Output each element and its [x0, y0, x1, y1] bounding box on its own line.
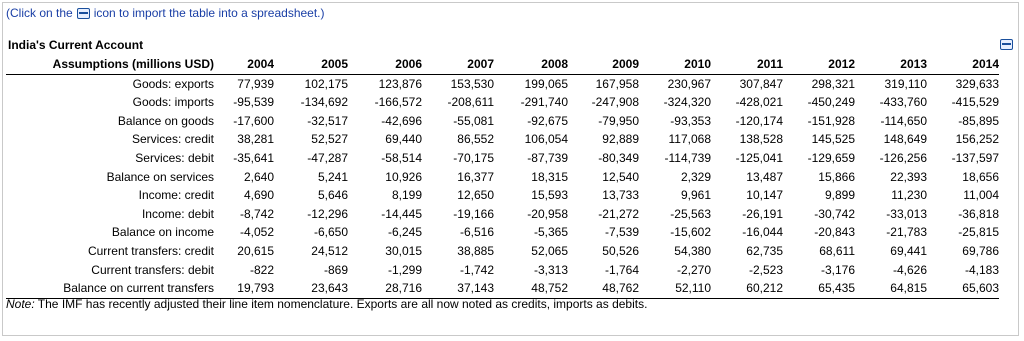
table-cell: 230,967 — [667, 76, 711, 91]
table-cell: -208,611 — [447, 95, 494, 110]
table-cell: -869 — [323, 262, 348, 277]
row-label: Income: credit — [138, 188, 214, 203]
table-cell: -7,539 — [604, 225, 639, 240]
table-cell: -6,516 — [459, 225, 494, 240]
table-cell: -16,044 — [742, 225, 783, 240]
table-cell: -25,563 — [670, 206, 711, 221]
table-cell: 298,321 — [811, 76, 855, 91]
table-cell: 5,646 — [317, 188, 348, 203]
table-cell: -19,166 — [453, 206, 494, 221]
row-label: Balance on goods — [117, 113, 214, 128]
table-cell: 48,762 — [568, 279, 639, 298]
table-row — [6, 242, 999, 261]
table-row — [6, 168, 999, 187]
instruction-prefix: (Click on the — [6, 6, 73, 20]
table-cell: -291,740 — [520, 95, 568, 110]
table-cell: 11,230 — [891, 188, 927, 203]
table-cell: -120,174 — [735, 113, 783, 128]
table-cell: 10,926 — [385, 169, 422, 184]
table-row — [6, 112, 999, 131]
table-cell: 156,252 — [955, 132, 999, 147]
import-instruction — [6, 6, 325, 20]
table-cell: 10,147 — [746, 188, 783, 203]
table-cell: -33,013 — [886, 206, 927, 221]
table-header-row — [6, 55, 999, 74]
table-cell: -15,602 — [670, 225, 711, 240]
row-label: Balance on income — [111, 225, 214, 240]
table-cell: -6,245 — [387, 225, 422, 240]
table-cell: -26,191 — [742, 206, 783, 221]
table-cell: 37,143 — [422, 279, 494, 298]
row-label: Services: debit — [135, 150, 214, 165]
table-cell: -415,529 — [951, 95, 999, 110]
table-cell: 69,786 — [962, 243, 999, 258]
table-cell: -21,272 — [598, 206, 639, 221]
table-cell: -95,539 — [233, 95, 274, 110]
table-cell: -55,081 — [453, 113, 494, 128]
table-cell: -129,659 — [807, 150, 855, 165]
table-cell: 92,889 — [602, 132, 639, 147]
row-label: Balance on services — [106, 169, 214, 184]
table-cell: 69,441 — [890, 243, 927, 258]
table-cell: -70,175 — [453, 150, 494, 165]
table-note — [6, 297, 647, 311]
year-header: 2006 — [348, 55, 422, 74]
table-cell: 11,004 — [963, 188, 999, 203]
table-cell: 52,110 — [639, 279, 711, 298]
table-row — [6, 205, 999, 224]
table-cell: -47,287 — [307, 150, 348, 165]
table-cell: -8,742 — [239, 206, 274, 221]
table-cell: 148,649 — [883, 132, 927, 147]
table-cell: 62,735 — [746, 243, 783, 258]
table-cell: -428,021 — [735, 95, 783, 110]
table-cell: 23,643 — [274, 279, 348, 298]
row-label: Income: debit — [141, 206, 214, 221]
table-cell: 54,380 — [674, 243, 711, 258]
table-cell: -87,739 — [527, 150, 568, 165]
table-cell: 307,847 — [739, 76, 783, 91]
table-cell: 319,110 — [884, 76, 927, 91]
table-cell: 64,815 — [855, 279, 927, 298]
table-row — [6, 130, 999, 149]
table-cell: 15,866 — [818, 169, 855, 184]
table-cell: -21,783 — [886, 225, 927, 240]
table-cell: -2,270 — [676, 262, 711, 277]
table-cell: -79,950 — [598, 113, 639, 128]
year-header: 2008 — [494, 55, 568, 74]
table-cell: 19,793 — [214, 279, 274, 298]
table-cell: 145,525 — [811, 132, 855, 147]
table-cell: 167,958 — [595, 76, 639, 91]
spreadsheet-icon[interactable] — [77, 8, 90, 19]
table-row — [6, 186, 999, 205]
table-cell: 9,899 — [824, 188, 855, 203]
table-cell: -1,764 — [604, 262, 639, 277]
table-cell: -36,818 — [958, 206, 999, 221]
table-cell: 18,656 — [962, 169, 999, 184]
table-cell: 68,611 — [819, 243, 855, 258]
year-header: 2013 — [855, 55, 927, 74]
table-cell: -4,183 — [964, 262, 999, 277]
table-row — [6, 279, 999, 298]
table-cell: -32,517 — [307, 113, 348, 128]
table-cell: 52,065 — [531, 243, 568, 258]
table-cell: 2,329 — [680, 169, 711, 184]
table-cell: 60,212 — [711, 279, 783, 298]
year-header: 2004 — [214, 55, 274, 74]
row-label: Goods: imports — [132, 95, 214, 110]
note-text: The IMF has recently adjusted their line item nomenclature. Exports are all now noted as credits, imports as debits. — [34, 297, 648, 311]
table-cell: -42,696 — [381, 113, 422, 128]
table-cell: 199,065 — [524, 76, 568, 91]
table-cell: 16,377 — [457, 169, 494, 184]
table-cell: 15,593 — [531, 188, 568, 203]
table-cell: -4,626 — [892, 262, 927, 277]
table-cell: -85,895 — [958, 113, 999, 128]
table-cell: -1,299 — [387, 262, 422, 277]
table-cell: -114,650 — [880, 113, 927, 128]
note-prefix: Note: — [6, 297, 35, 311]
year-header: 2010 — [639, 55, 711, 74]
table-cell: 5,241 — [317, 169, 348, 184]
table-cell: 86,552 — [457, 132, 494, 147]
spreadsheet-import-icon[interactable] — [1000, 39, 1013, 50]
table-cell: -166,572 — [374, 95, 422, 110]
table-cell: 69,440 — [385, 132, 422, 147]
table-cell: 77,939 — [237, 76, 274, 91]
table-cell: -247,908 — [591, 95, 639, 110]
table-cell: 4,690 — [243, 188, 274, 203]
table-cell: 9,961 — [680, 188, 711, 203]
year-header: 2012 — [783, 55, 855, 74]
table-cell: 329,633 — [955, 76, 999, 91]
table-cell: -3,313 — [533, 262, 568, 277]
table-cell: 28,716 — [348, 279, 422, 298]
table-cell: -6,650 — [313, 225, 348, 240]
table-cell: -151,928 — [807, 113, 855, 128]
table-cell: 38,885 — [457, 243, 494, 258]
year-header: 2005 — [274, 55, 348, 74]
table-row — [6, 93, 999, 112]
row-label: Current transfers: debit — [91, 262, 214, 277]
table-cell: 65,435 — [783, 279, 855, 298]
table-cell: -126,256 — [879, 150, 927, 165]
table-cell: 13,733 — [602, 188, 639, 203]
table-cell: -30,742 — [814, 206, 855, 221]
table-row — [6, 261, 999, 280]
table-cell: -12,296 — [307, 206, 348, 221]
year-header: 2011 — [711, 55, 783, 74]
table-cell: 24,512 — [311, 243, 348, 258]
table-cell: -14,445 — [381, 206, 422, 221]
table-cell: -25,815 — [958, 225, 999, 240]
instruction-suffix: icon to import the table into a spreadsheet.) — [93, 6, 325, 20]
table-cell: -114,739 — [664, 150, 711, 165]
table-row — [6, 74, 999, 93]
table-cell: 22,393 — [890, 169, 927, 184]
table-cell: -125,041 — [735, 150, 783, 165]
table-cell: -80,349 — [598, 150, 639, 165]
table-cell: -58,514 — [381, 150, 422, 165]
year-header: 2009 — [568, 55, 639, 74]
year-header: 2007 — [422, 55, 494, 74]
table-row — [6, 149, 999, 168]
table-cell: -35,641 — [233, 150, 274, 165]
table-cell: -3,176 — [820, 262, 855, 277]
table-cell: 2,640 — [243, 169, 274, 184]
table-cell: 52,527 — [311, 132, 348, 147]
table-title: India's Current Account — [8, 38, 144, 52]
table-cell: 50,526 — [602, 243, 639, 258]
table-cell: -93,353 — [670, 113, 711, 128]
table-row — [6, 223, 999, 242]
table-cell: 18,315 — [531, 169, 568, 184]
table-cell: -17,600 — [233, 113, 274, 128]
table-body — [6, 74, 999, 298]
table-cell: 12,540 — [602, 169, 639, 184]
table-cell: -1,742 — [459, 262, 494, 277]
table-cell: 30,015 — [385, 243, 422, 258]
current-account-table — [6, 55, 999, 299]
table-cell: -324,320 — [663, 95, 711, 110]
table-cell: -5,365 — [533, 225, 568, 240]
row-label: Goods: exports — [132, 76, 214, 91]
table-cell: -2,523 — [748, 262, 783, 277]
table-cell: 20,615 — [237, 243, 274, 258]
table-cell: 65,603 — [927, 279, 999, 298]
table-cell: -92,675 — [527, 113, 568, 128]
table-cell: -450,249 — [807, 95, 855, 110]
table-cell: 8,199 — [391, 188, 422, 203]
table-cell: 123,876 — [378, 76, 422, 91]
table-cell: -134,692 — [300, 95, 348, 110]
table-cell: -20,958 — [527, 206, 568, 221]
row-label: Balance on current transfers — [6, 279, 214, 298]
table-cell: 138,528 — [739, 132, 783, 147]
year-header: 2014 — [927, 55, 999, 74]
table-cell: 117,068 — [668, 132, 711, 147]
table-cell: -4,052 — [239, 225, 274, 240]
table-cell: 13,487 — [746, 169, 783, 184]
table-cell: 12,650 — [457, 188, 494, 203]
table-cell: 102,175 — [304, 76, 348, 91]
table-cell: -20,843 — [814, 225, 855, 240]
table-cell: 106,054 — [524, 132, 568, 147]
row-label: Services: credit — [131, 132, 214, 147]
table-cell: -137,597 — [951, 150, 999, 165]
table-cell: 48,752 — [494, 279, 568, 298]
table-cell: -822 — [249, 262, 274, 277]
table-cell: -433,760 — [879, 95, 927, 110]
table-cell: 38,281 — [237, 132, 274, 147]
table-cell: 153,530 — [450, 76, 494, 91]
header-label: Assumptions (millions USD) — [6, 55, 214, 74]
row-label: Current transfers: credit — [87, 243, 214, 258]
